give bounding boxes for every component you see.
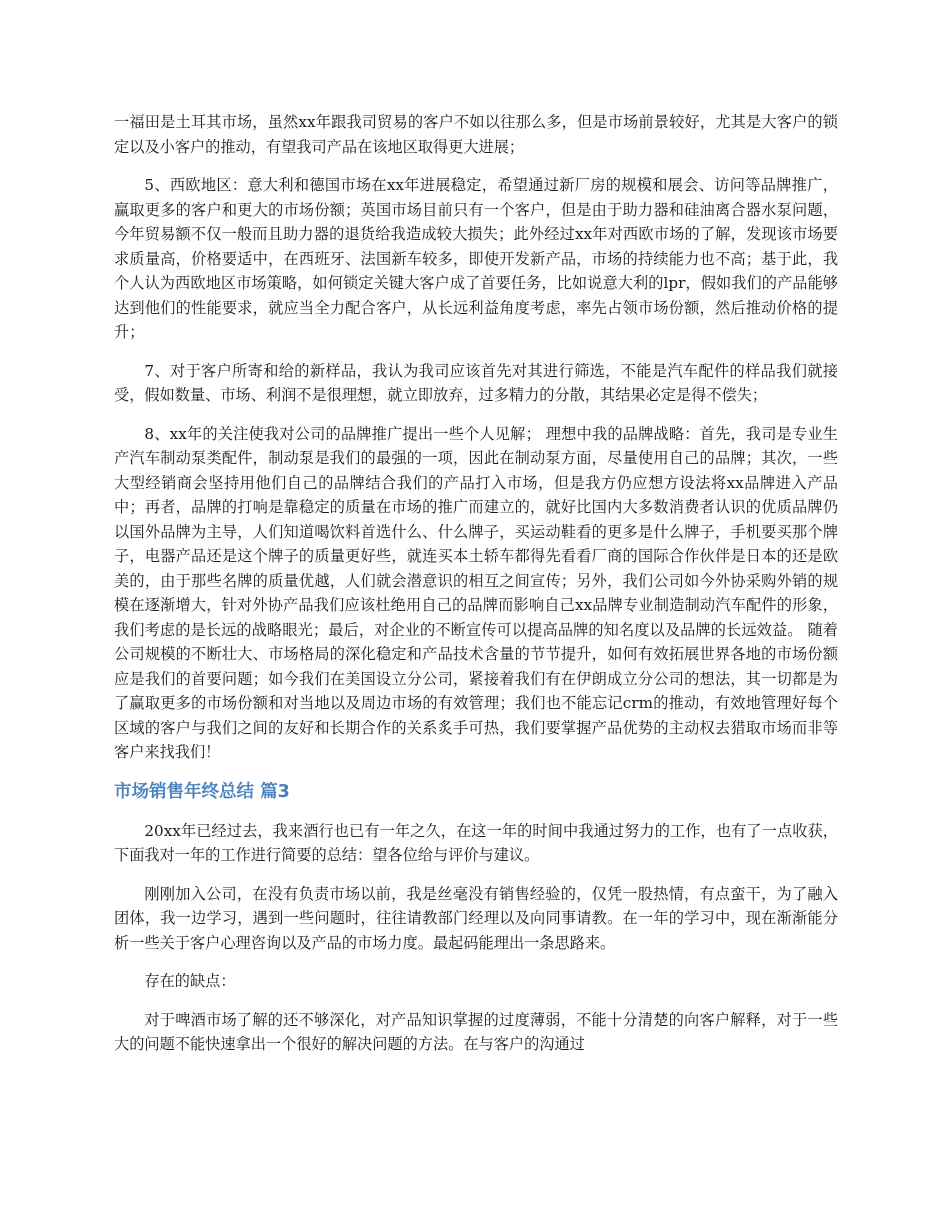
document-page xyxy=(114,110,838,1071)
paragraph-brand-strategy: 8、xx年的关注使我对公司的品牌推广提出一些个人见解； 理想中我的品牌战略：首先，我司是专业生产汽车制动泵类配件，制动泵是我们的最强的一项，因此在制动泵方面，尽量使用自己的品牌；其次，一些大型经销商会坚持用他们自己的品牌结合我们的产品打入市场，但是我方仍应想方设法将xx品牌进入产品中；再者，品牌的打响是靠稳定的质量在市场的推广而建立的，就好比国内大多数消费者认识的优质品牌仍以国外品牌为主导，人们知道喝饮料首选什么、什么牌子，买运动鞋看的更多是什么牌子，手机要买那个牌子，电器产品还是这个牌子的质量更好些，就连买本土轿车都得先看看厂商的国际合作伙伴是日本的还是欧美的，由于那些名牌的质量优越，人们就会潜意识的相互之间宣传；另外，我们公司如今外协采购外销的规模在逐渐增大，针对外协产品我们应该杜绝用自己的品牌而影响自己xx品牌专业制造制动汽车配件的形象，我们考虑的是长远的战略眼光；最后，对企业的不断宣传可以提高品牌的知名度以及品牌的长远效益。 随着公司规模的不断壮大、市场格局的深化稳定和产品技术含量的节节提升，如何有效拓展世界各地的市场份额应是我们的首要问题；如今我们在美国设立分公司，紧接着我们有在伊朗成立分公司的想法，其一切都是为了赢取更多的市场份额和对当地以及周边市场的有效管理；我们也不能忘记crm的推动，有效地管理好每个区域的客户与我们之间的友好和长期合作的关系炙手可热，我们要掌握产品优势的主动权去猎取市场而非等客户来找我们！ xyxy=(114,424,838,761)
paragraph-beer-market: 对于啤酒市场了解的还不够深化，对产品知识掌握的过度薄弱，不能十分清楚的向客户解释，对于一些大的问题不能快速拿出一个很好的解决问题的方法。在与客户的沟通过 xyxy=(114,1010,838,1053)
paragraph-western-europe: 5、西欧地区：意大利和德国市场在xx年进展稳定，希望通过新厂房的规模和展会、访问等品牌推广，赢取更多的客户和更大的市场份额；英国市场目前只有一个客户，但是由于助力器和硅油离合器水泵问题，今年贸易额不仅一般而且助力器的退货给我造成较大损失；此外经过xx年对西欧市场的了解，发现该市场要求质量高，价格要适中，在西班牙、法国新车较多，即使开发新产品，市场的持续能力也不高；基于此，我个人认为西欧地区市场策略，如何锁定关键大客户成了首要任务，比如说意大利的lpr，假如我们的产品能够达到他们的性能要求，就应当全力配合客户，从长远利益角度考虑，率先占领市场份额，然后推动价格的提升； xyxy=(114,176,838,341)
paragraph-fukuda-turkey: 一福田是土耳其市场，虽然xx年跟我司贸易的客户不如以往那么多，但是市场前景较好，尤其是大客户的锁定以及小客户的推动，有望我司产品在该地区取得更大进展； xyxy=(114,113,838,156)
paragraph-new-samples: 7、对于客户所寄和给的新样品，我认为我司应该首先对其进行筛选，不能是汽车配件的样品我们就接受，假如数量、市场、利润不是很理想，就立即放弃，过多精力的分散，其结果必定是得不偿失； xyxy=(114,361,838,404)
section-heading: 市场销售年终总结 篇3 xyxy=(114,781,290,802)
paragraph-joining-company: 刚刚加入公司，在没有负责市场以前，我是丝毫没有销售经验的，仅凭一股热情，有点蛮干，为了融入团体，我一边学习，遇到一些问题时，往往请教部门经理以及向同事请教。在一年的学习中，现在渐渐能分析一些关于客户心理咨询以及产品的市场力度。最起码能理出一条思路来。 xyxy=(114,884,838,952)
paragraph-shortcomings-label: 存在的缺点： xyxy=(144,972,236,990)
paragraph-year-intro: 20xx年已经过去，我来酒行也已有一年之久，在这一年的时间中我通过努力的工作，也有了一点收获，下面我对一年的工作进行简要的总结：望各位给与评价与建议。 xyxy=(114,821,838,864)
